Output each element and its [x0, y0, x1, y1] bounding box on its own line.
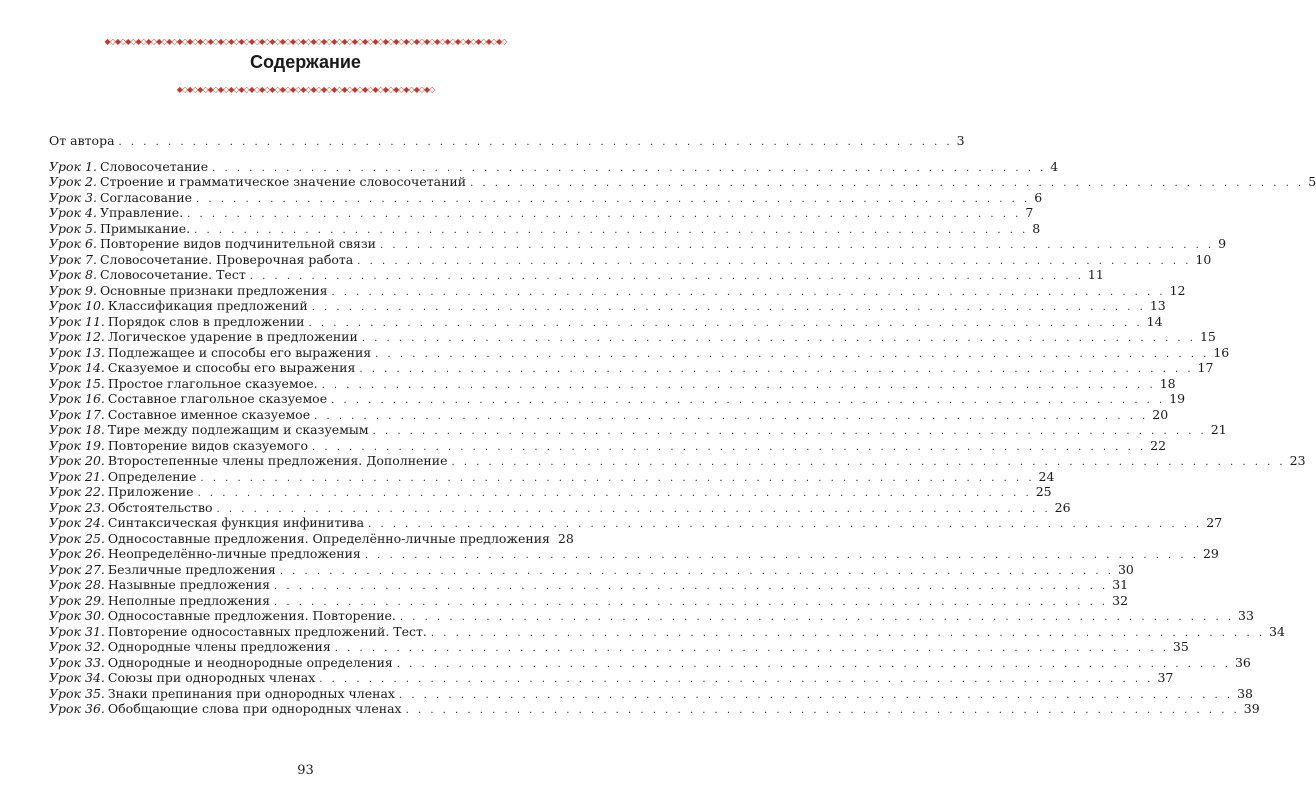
lesson-label: Урок 26. [49, 546, 105, 561]
dot-leader [399, 688, 1233, 704]
entry-title: Повторение видов подчинительной связи [99, 236, 376, 251]
entry-page-number: 10 [1195, 251, 1212, 267]
toc-entry[interactable] [49, 701, 1260, 717]
entry-page-number: 36 [1234, 654, 1251, 670]
entry-title: Безличные предложения [107, 561, 276, 577]
toc-entry[interactable] [49, 406, 1169, 423]
toc-entry[interactable] [49, 453, 1306, 469]
entry-page-number: 28 [557, 530, 574, 546]
entry-page-number: 3 [956, 133, 965, 148]
toc-entry[interactable] [49, 654, 1251, 671]
entry-page-number: 30 [1117, 561, 1134, 577]
dot-leader [250, 269, 1084, 285]
page-title: Содержание [250, 52, 361, 72]
toc-entry[interactable] [49, 282, 1186, 299]
toc-entry[interactable] [49, 133, 965, 149]
entry-title: Однородные и неоднородные определения [107, 654, 393, 670]
entry-page-number: 12 [1169, 282, 1186, 298]
entry-page-number: 4 [1050, 158, 1059, 174]
page-number: 93 [297, 763, 314, 778]
lesson-label: Урок 5. [49, 220, 97, 236]
lesson-label: Урок 2. [49, 174, 97, 189]
toc-entry[interactable] [49, 468, 1055, 485]
entry-page-number: 5 [1308, 174, 1316, 189]
entry-page-number: 22 [1150, 437, 1167, 453]
entry-page-number: 33 [1238, 608, 1254, 623]
dot-leader [312, 300, 1146, 316]
entry-page-number: 35 [1172, 639, 1189, 654]
dot-leader [451, 455, 1285, 471]
lesson-label: Урок 28. [49, 577, 105, 592]
lesson-label: Урок 32. [49, 639, 105, 654]
dot-leader [362, 331, 1196, 347]
ornament-bottom: ◆◇◆◇◆◇◆◇◆◇◆◇◆◇◆◇◆◇◆◇◆◇◆◇◆◇◆◇◆◇◆◇◆◇◆◇◆◇◆◇◆◇◆◇◆◇◆◇◆◇ [176, 85, 435, 94]
lesson-label: Урок 20. [49, 453, 105, 468]
entry-title: От автора [49, 133, 115, 148]
entry-title: Односоставные предложения. Определённо-личные предложения [107, 530, 550, 546]
entry-title: Словосочетание [99, 158, 209, 174]
entry-title: Тире между подлежащим и сказуемым [107, 422, 369, 437]
lesson-label: Урок 4. [49, 205, 97, 220]
dot-leader [274, 595, 1108, 611]
dot-leader [406, 703, 1240, 719]
entry-title: Синтаксическая функция инфинитива [107, 515, 365, 530]
lesson-label: Урок 23. [49, 499, 105, 515]
entry-title: Логическое ударение в предложении [107, 329, 358, 344]
entry-page-number: 34 [1269, 623, 1285, 639]
entry-title: Составное глагольное сказуемое [107, 391, 328, 406]
toc-entry[interactable] [49, 685, 1254, 702]
entry-title: Простое глагольное сказуемое. [107, 375, 318, 391]
entry-page-number: 23 [1289, 453, 1306, 468]
entry-title: Второстепенные члены предложения. Дополнение [107, 453, 448, 468]
lesson-label: Урок 25. [49, 530, 105, 546]
entry-title: Согласование [99, 189, 193, 205]
lesson-label: Урок 35. [49, 685, 105, 701]
entry-title: Повторение видов сказуемого [107, 437, 308, 453]
dot-leader [322, 378, 1156, 394]
toc-entry[interactable] [49, 313, 1163, 330]
toc-entry[interactable] [49, 499, 1071, 516]
lesson-label: Урок 8. [49, 267, 97, 282]
entry-title: Приложение [107, 484, 194, 499]
dot-leader [380, 238, 1214, 254]
toc-entry[interactable] [49, 437, 1167, 454]
dot-leader [375, 347, 1209, 363]
lesson-label: Урок 13. [49, 344, 105, 360]
dot-leader [187, 207, 1021, 223]
dot-leader [359, 362, 1193, 378]
toc-entry[interactable] [49, 375, 1176, 392]
entry-title: Назывные предложения [107, 577, 271, 592]
entry-page-number: 39 [1243, 701, 1260, 716]
dot-leader [335, 641, 1169, 657]
lesson-label: Урок 3. [49, 189, 97, 205]
entry-page-number: 37 [1157, 670, 1174, 685]
toc-entry[interactable] [49, 515, 1223, 531]
toc-entry[interactable] [49, 189, 1043, 206]
lesson-label: Урок 22. [49, 484, 105, 499]
lesson-label: Урок 33. [49, 654, 105, 670]
toc-entry[interactable] [49, 546, 1219, 562]
lesson-label: Урок 16. [49, 391, 105, 406]
lesson-label: Урок 10. [49, 298, 105, 313]
entry-title: Неполные предложения [107, 592, 270, 608]
entry-page-number: 32 [1112, 592, 1129, 608]
entry-page-number: 6 [1034, 189, 1043, 205]
toc-entry[interactable] [49, 298, 1166, 314]
entry-title: Повторение односоставных предложений. Тест. [107, 623, 427, 639]
lesson-label: Урок 19. [49, 437, 105, 453]
lesson-label: Урок 29. [49, 592, 105, 608]
dot-leader [470, 176, 1304, 192]
entry-title: Сказуемое и способы его выражения [107, 360, 356, 375]
ornament-top: ◆◇◆◇◆◇◆◇◆◇◆◇◆◇◆◇◆◇◆◇◆◇◆◇◆◇◆◇◆◇◆◇◆◇◆◇◆◇◆◇◆◇◆◇◆◇◆◇◆◇◆◇◆◇◆◇◆◇◆◇◆◇◆◇◆◇◆◇◆◇◆◇◆◇◆◇◆◇ [104, 37, 507, 46]
entry-title: Словосочетание. Проверочная работа [99, 251, 354, 267]
toc-entry[interactable] [49, 577, 1129, 593]
lesson-label: Урок 21. [49, 468, 105, 484]
lesson-label: Урок 14. [49, 360, 105, 375]
toc-entry[interactable] [49, 344, 1230, 361]
dot-leader [357, 254, 1191, 270]
entry-title: Основные признаки предложения [99, 282, 328, 298]
entry-title: Союзы при однородных членах [107, 670, 316, 685]
dot-leader [365, 548, 1199, 564]
toc-entry[interactable] [49, 608, 1254, 624]
entry-page-number: 9 [1218, 236, 1227, 251]
entry-page-number: 29 [1202, 546, 1219, 561]
toc-entry[interactable] [49, 623, 1285, 640]
toc-entry[interactable] [49, 561, 1134, 578]
dot-leader [280, 564, 1114, 580]
dot-leader [397, 657, 1231, 673]
dot-leader [196, 192, 1030, 208]
toc-entry[interactable] [49, 639, 1189, 655]
lesson-label: Урок 1. [49, 158, 97, 174]
entry-page-number: 27 [1206, 515, 1223, 530]
entry-page-number: 13 [1149, 298, 1166, 313]
toc-entry[interactable] [49, 592, 1129, 609]
entry-page-number: 26 [1054, 499, 1071, 515]
entry-page-number: 14 [1146, 313, 1163, 329]
entry-title: Односоставные предложения. Повторение. [107, 608, 396, 623]
lesson-label: Урок 6. [49, 236, 97, 251]
entry-page-number: 20 [1152, 406, 1169, 422]
entry-title: Строение и грамматическое значение словосочетаний [99, 174, 467, 189]
dot-leader [274, 579, 1108, 595]
entry-page-number: 17 [1197, 360, 1214, 375]
dot-leader [200, 471, 1034, 487]
entry-page-number: 31 [1112, 577, 1129, 592]
entry-page-number: 18 [1159, 375, 1176, 391]
lesson-label: Урок 24. [49, 515, 105, 530]
entry-title: Примыкание. [99, 220, 191, 236]
entry-title: Словосочетание. Тест [99, 267, 246, 282]
entry-page-number: 16 [1213, 344, 1230, 360]
lesson-label: Урок 11. [49, 313, 105, 329]
lesson-label: Урок 27. [49, 561, 105, 577]
toc-entry[interactable] [49, 205, 1034, 221]
toc-entry[interactable] [49, 267, 1104, 283]
entry-page-number: 24 [1038, 468, 1055, 484]
toc-entry[interactable] [49, 391, 1186, 407]
lesson-label: Урок 9. [49, 282, 97, 298]
lesson-label: Урок 18. [49, 422, 105, 437]
entry-title: Неопределённо-личные предложения [107, 546, 361, 561]
dot-leader [198, 486, 1032, 502]
entry-page-number: 15 [1199, 329, 1216, 344]
entry-page-number: 25 [1035, 484, 1052, 499]
lesson-label: Урок 34. [49, 670, 105, 685]
dot-leader [331, 285, 1165, 301]
dot-leader [309, 316, 1143, 332]
entry-title: Классификация предложений [107, 298, 308, 313]
entry-title: Управление. [99, 205, 184, 220]
toc-entry[interactable] [49, 530, 574, 547]
entry-title: Подлежащее и способы его выражения [107, 344, 372, 360]
entry-page-number: 7 [1025, 205, 1034, 220]
lesson-label: Урок 7. [49, 251, 97, 267]
entry-page-number: 19 [1169, 391, 1186, 406]
entry-page-number: 8 [1032, 220, 1041, 236]
toc-entry[interactable] [49, 670, 1174, 686]
toc-entry[interactable] [49, 360, 1214, 376]
lesson-label: Урок 12. [49, 329, 105, 344]
dot-leader [431, 626, 1265, 642]
dot-leader [373, 424, 1207, 440]
lesson-label: Урок 17. [49, 406, 105, 422]
lesson-label: Урок 31. [49, 623, 105, 639]
dot-leader [319, 672, 1153, 688]
dot-leader [400, 610, 1234, 626]
lesson-label: Урок 30. [49, 608, 105, 623]
dot-leader [314, 409, 1148, 425]
toc-entry[interactable] [49, 484, 1052, 500]
lesson-label: Урок 15. [49, 375, 105, 391]
toc-entry[interactable] [49, 174, 1316, 190]
toc-entry[interactable] [49, 422, 1227, 438]
entry-title: Определение [107, 468, 197, 484]
toc-entry[interactable] [49, 251, 1212, 268]
toc-entry[interactable] [49, 236, 1227, 252]
toc-entry[interactable] [49, 158, 1059, 175]
entry-title: Знаки препинания при однородных членах [107, 685, 395, 701]
entry-page-number: 21 [1210, 422, 1227, 437]
lesson-label: Урок 36. [49, 701, 105, 716]
toc-entry[interactable] [49, 220, 1041, 237]
table-of-contents [49, 133, 1316, 717]
entry-title: Составное именное сказуемое [107, 406, 311, 422]
dot-leader [119, 135, 953, 151]
entry-page-number: 38 [1237, 685, 1254, 701]
toc-entry[interactable] [49, 329, 1216, 345]
dot-leader [331, 393, 1165, 409]
entry-title: Обстоятельство [107, 499, 213, 515]
entry-title: Однородные члены предложения [107, 639, 331, 654]
entry-title: Порядок слов в предложении [107, 313, 305, 329]
entry-page-number: 11 [1087, 267, 1104, 282]
entry-title: Обобщающие слова при однородных членах [107, 701, 402, 716]
